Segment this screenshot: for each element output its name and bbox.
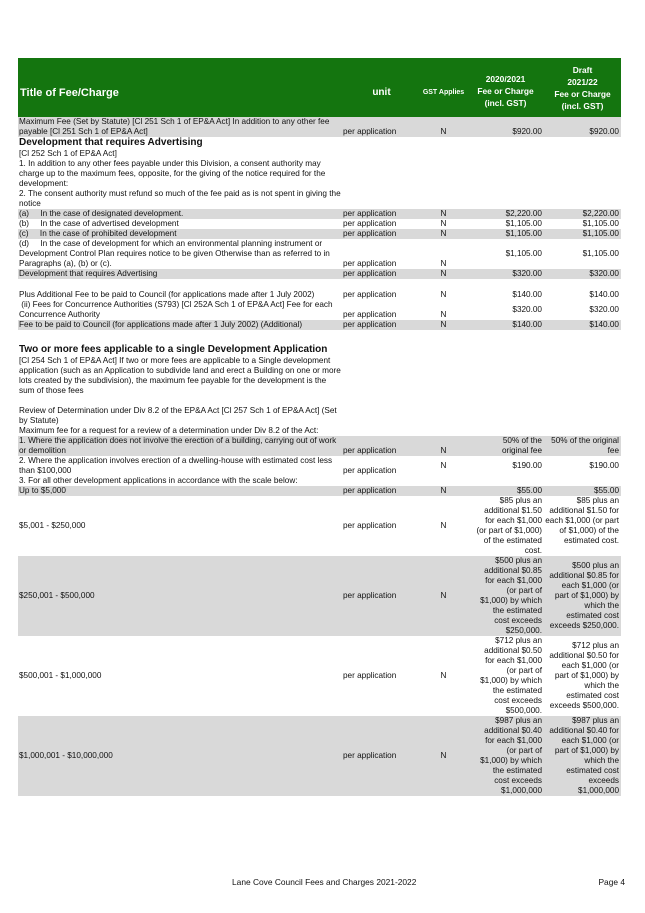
table-row: [18, 556, 621, 636]
fee-unit: per application: [343, 259, 397, 268]
fee-unit: per application: [343, 209, 420, 219]
fee-2021: $320.00: [512, 305, 542, 314]
fee-unit: per application: [343, 269, 420, 279]
section-heading-multiple-fees: Two or more fees applicable to a single Development Application: [19, 344, 328, 355]
fee-unit: per application: [343, 521, 397, 530]
text-row: [18, 476, 621, 486]
table-row: [18, 486, 621, 496]
fee-gst: N: [440, 310, 447, 319]
fee-title: (d) In the case of development for which an environmental planning instrument or Development Control Plan requires notice to be given Otherwise than as referred to in Paragraphs (a), (b) or (c).: [19, 239, 333, 268]
footer-org: Lane Cove Council Fees and Charges 2021-2022: [232, 877, 417, 887]
fee-gst: N: [440, 521, 447, 530]
table-row: [18, 436, 621, 456]
fee-gst: N: [420, 556, 467, 636]
text-row: [18, 149, 621, 209]
fee-draft: $1,105.00: [544, 229, 621, 239]
fee-draft: $1,105.00: [582, 219, 619, 228]
col-gst-header: GST Applies: [420, 58, 467, 117]
fee-draft: $920.00: [544, 117, 621, 137]
fee-2021: $500 plus an additional $0.85 for each $1,000 (or part of $1,000) by which the estimated cost exceeds $250,000.: [467, 556, 544, 636]
fee-gst: N: [420, 320, 467, 330]
section-description: [Cl 252 Sch 1 of EP&A Act] 1. In addition to any other fees payable under this Division, a consent authority may charge up to the maximum fees, opposite, for the giving of the notice required for the development: 2. The consent authority must refund so much of the fee paid as is not spent in giving the notice: [19, 149, 341, 208]
text-row: [18, 396, 621, 436]
review-description: Review of Determination under Div 8.2 of the EP&A Act [Cl 257 Sch 1 of EP&A Act] (Set by Statute) Maximum fee for a request for a review of a determination under Div 8.2 of the Act:: [19, 406, 337, 435]
fee-2021: $1,105.00: [505, 219, 542, 228]
fee-title: $500,001 - $1,000,000: [19, 671, 102, 680]
fee-gst: N: [420, 486, 467, 496]
fee-title: $1,000,001 - $10,000,000: [18, 716, 343, 796]
fee-gst: N: [440, 671, 447, 680]
fee-unit: per application: [343, 310, 397, 319]
fee-table-container: [18, 58, 621, 796]
col-2021-header: 2020/2021 Fee or Charge (incl. GST): [467, 58, 544, 117]
table-row: [18, 496, 621, 556]
fee-title: (c) In the case of prohibited development: [18, 229, 343, 239]
fee-title: 2. Where the application involves erection of a dwelling-house with estimated cost less than $100,000: [19, 456, 333, 475]
fee-unit: per application: [343, 117, 420, 137]
fee-draft: $140.00: [544, 320, 621, 330]
table-row: [18, 117, 621, 137]
fee-gst: N: [440, 219, 447, 228]
fee-gst: N: [440, 461, 447, 470]
table-row: [18, 456, 621, 476]
col-unit-header: unit: [343, 58, 420, 117]
table-row: [18, 636, 621, 716]
section-description: [Cl 254 Sch 1 of EP&A Act] If two or more fees are applicable to a Single development application (such as an Application to subdivide land and erect a Building on one or more lots created by the subdivision), the maximum fee payable for the development is the sum of those fees: [19, 356, 341, 395]
table-row: [18, 269, 621, 279]
fee-unit: per application: [343, 290, 397, 299]
fee-unit: per application: [343, 229, 420, 239]
table-row: [18, 279, 621, 300]
fee-draft: $2,220.00: [544, 209, 621, 219]
fee-2021: $55.00: [467, 486, 544, 496]
section-heading-advertising: Development that requires Advertising: [19, 137, 203, 148]
fee-title: $5,001 - $250,000: [19, 521, 86, 530]
table-row: [18, 239, 621, 269]
fee-title: (ii) Fees for Concurrence Authorities (S793) [Cl 252A Sch 1 of EP&A Act] Fee for each Concurrence Authority: [19, 300, 335, 319]
fee-gst: N: [420, 269, 467, 279]
fee-2021: $85 plus an additional $1.50 for each $1,000 (or part of $1,000) of the estimated cost.: [476, 496, 542, 555]
fee-gst: N: [440, 259, 447, 268]
fee-draft: $55.00: [544, 486, 621, 496]
fee-unit: per application: [343, 436, 420, 456]
fee-table: [18, 58, 621, 796]
section-heading-row: [18, 137, 621, 149]
table-row: [18, 209, 621, 219]
col-draft-header: Draft 2021/22 Fee or Charge (incl. GST): [544, 58, 621, 117]
fee-title: Maximum Fee (Set by Statute) [Cl 251 Sch 1 of EP&A Act] In addition to any other fee payable [Cl 251 Sch 1 of EP&A Act]: [18, 117, 343, 137]
table-row: [18, 219, 621, 229]
fee-title: Fee to be paid to Council (for applications made after 1 July 2002) (Additional): [18, 320, 343, 330]
fee-gst: N: [420, 117, 467, 137]
fee-draft: $987 plus an additional $0.40 for each $1,000 (or part of $1,000) by which the estimated cost exceeds $1,000,000: [544, 716, 621, 796]
fee-2021: $712 plus an additional $0.50 for each $1,000 (or part of $1,000) by which the estimated cost exceeds $500,000.: [480, 636, 542, 715]
fee-gst: N: [420, 436, 467, 456]
fee-title: Up to $5,000: [18, 486, 343, 496]
text-row: [18, 356, 621, 396]
fee-title: (b) In the case of advertised development: [19, 219, 179, 228]
fee-title: Plus Additional Fee to be paid to Council (for applications made after 1 July 2002): [19, 290, 315, 299]
fee-draft: $190.00: [589, 461, 619, 470]
fee-draft: $712 plus an additional $0.50 for each $1,000 (or part of $1,000) by which the estimated cost exceeds $500,000.: [549, 641, 619, 710]
fee-title: Development that requires Advertising: [18, 269, 343, 279]
fee-title: $250,001 - $500,000: [18, 556, 343, 636]
fee-gst: N: [420, 209, 467, 219]
fee-draft: $320.00: [589, 305, 619, 314]
fee-draft: $85 plus an additional $1.50 for each $1,000 (or part of $1,000) of the estimated cost.: [545, 496, 619, 545]
col-title-header: Title of Fee/Charge: [18, 58, 343, 117]
table-row: [18, 300, 621, 320]
fee-gst: N: [440, 290, 447, 299]
table-row: [18, 320, 621, 330]
fee-unit: per application: [343, 219, 397, 228]
fee-unit: per application: [343, 466, 397, 475]
fee-unit: per application: [343, 556, 420, 636]
fee-unit: per application: [343, 320, 420, 330]
fee-2021: $140.00: [512, 290, 542, 299]
scale-intro: 3. For all other development applications in accordance with the scale below:: [19, 476, 298, 485]
fee-2021: $1,105.00: [505, 249, 542, 258]
fee-unit: per application: [343, 716, 420, 796]
section-heading-row: [18, 330, 621, 356]
table-row: [18, 716, 621, 796]
fee-gst: N: [420, 229, 467, 239]
fee-2021: $2,220.00: [467, 209, 544, 219]
table-header: [18, 58, 621, 117]
fee-draft: $500 plus an additional $0.85 for each $1,000 (or part of $1,000) by which the estimated cost exceeds $250,000.: [544, 556, 621, 636]
fee-2021: $920.00: [467, 117, 544, 137]
fee-2021: $1,105.00: [467, 229, 544, 239]
table-row: [18, 229, 621, 239]
fee-2021: $190.00: [512, 461, 542, 470]
fee-2021: $140.00: [467, 320, 544, 330]
fee-unit: per application: [343, 486, 420, 496]
fee-draft: $1,105.00: [582, 249, 619, 258]
fee-title: 1. Where the application does not involve the erection of a building, carrying out of work or demolition: [18, 436, 343, 456]
fee-2021: $320.00: [467, 269, 544, 279]
fee-draft: $320.00: [544, 269, 621, 279]
fee-2021: 50% of the original fee: [467, 436, 544, 456]
page-number: Page 4: [598, 877, 625, 887]
fee-draft: 50% of the original fee: [544, 436, 621, 456]
fee-gst: N: [420, 716, 467, 796]
fee-unit: per application: [343, 671, 397, 680]
fee-2021: $987 plus an additional $0.40 for each $1,000 (or part of $1,000) by which the estimated cost exceeds $1,000,000: [467, 716, 544, 796]
fee-draft: $140.00: [589, 290, 619, 299]
fee-title: (a) In the case of designated development.: [18, 209, 343, 219]
